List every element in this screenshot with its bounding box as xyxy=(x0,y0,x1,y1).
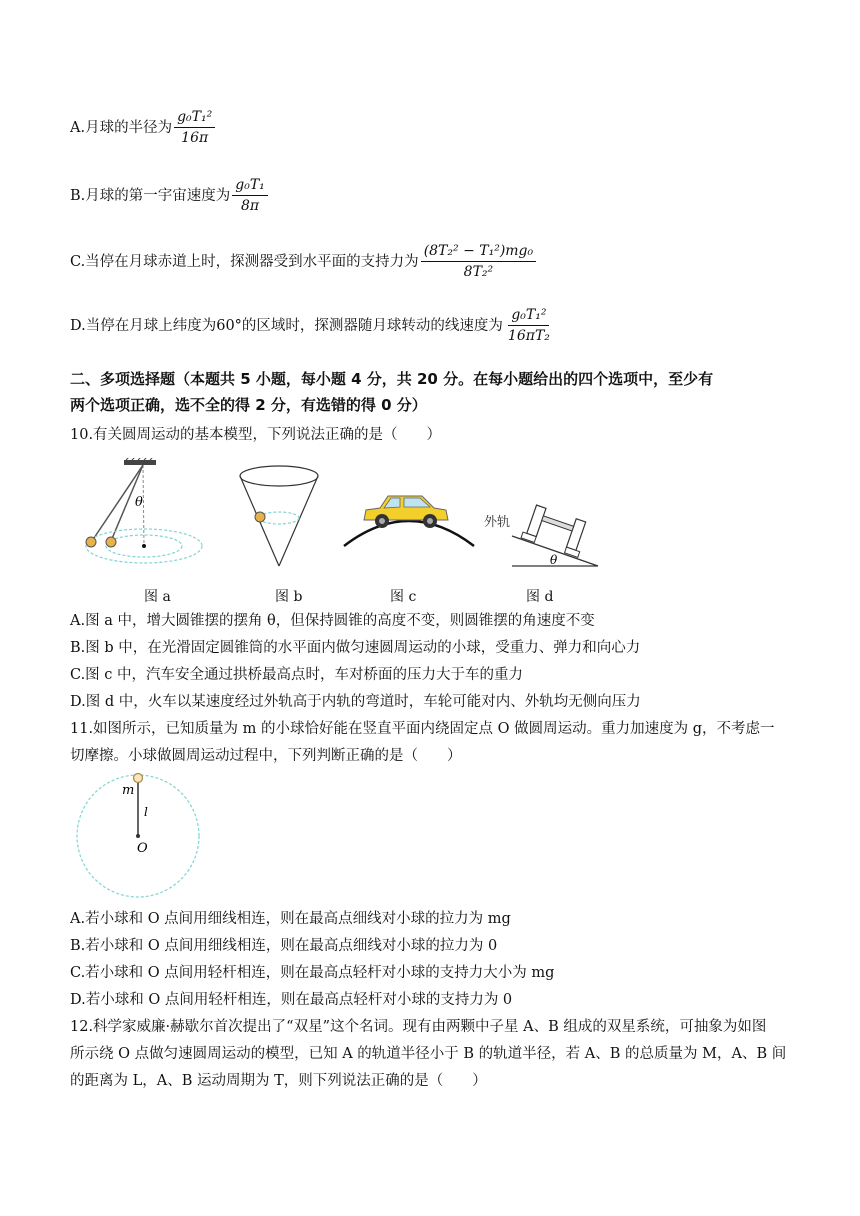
q11-stem-line2: 切摩擦。小球做圆周运动过程中，下列判断正确的是（ ） xyxy=(70,748,462,764)
section-heading-line2: 两个选项正确，选不全的得 2 分，有选错的得 0 分） xyxy=(70,396,427,414)
q9-b-fraction: $\frac{\text{g₀T₁}}{8\pi}$ xyxy=(232,176,268,215)
q10-option-a: A.图 a 中，增大圆锥摆的摆角 θ，但保持圆锥的高度不变，则圆锥摆的角速度不变 xyxy=(70,613,595,629)
caption-figure-a: 图 a xyxy=(144,589,171,605)
q11-option-c: C.若小球和 O 点间用轻杆相连，则在最高点轻杆对小球的支持力大小为 mg xyxy=(70,965,555,981)
q11-stem-line1: 11.如图所示，已知质量为 m 的小球恰好能在竖直平面内绕固定点 O 做圆周运动。重力加速度为 g，不考虑一 xyxy=(70,721,775,737)
q9-c-fraction: $\frac{\text{(8T₂² − T₁²)mg₀}}{\text{8T₂²}}$ xyxy=(421,242,536,281)
q12-stem-line3: 的距离为 L，A、B 运动周期为 T，则下列说法正确的是（ ） xyxy=(70,1073,487,1089)
q9-d-fraction: $\frac{\text{g₀T₁²}}{\text{16πT₂}}$ xyxy=(507,307,550,344)
section-heading-line1: 二、多项选择题（本题共 5 小题，每小题 4 分，共 20 分。在每小题给出的四个选项中，至少有 xyxy=(70,370,714,388)
figure-d-banked-track xyxy=(482,490,602,570)
q12-stem-line1: 12.科学家威廉·赫歇尔首次提出了“双星”这个名词。现有由两颗中子星 A、B 组成的双星系统，可抽象为如图 xyxy=(70,1019,767,1035)
figure-q11-label-O: O xyxy=(137,841,148,856)
q10-option-b: B.图 b 中，在光滑固定圆锥筒的水平面内做匀速圆周运动的小球，受重力、弹力和向心力 xyxy=(70,640,641,656)
figure-c-car-bridge xyxy=(342,484,477,550)
caption-figure-b: 图 b xyxy=(275,589,303,605)
q10-option-d: D.图 d 中，火车以某速度经过外轨高于内轨的弯道时，车轮可能对内、外轨均无侧向压力 xyxy=(70,694,641,710)
q10-stem: 10.有关圆周运动的基本模型，下列说法正确的是（ ） xyxy=(70,427,442,443)
figure-a-conical-pendulum xyxy=(78,458,208,576)
figure-d-theta: θ xyxy=(550,553,558,567)
figure-a-theta: θ xyxy=(135,495,143,510)
q9-option-c: C.当停在月球赤道上时，探测器受到水平面的支持力为 $\frac{\text{(8T₂² − T₁²)mg₀}}{\text{8T₂²}}$ xyxy=(70,242,536,281)
q10-option-c: C.图 c 中，汽车安全通过拱桥最高点时，车对桥面的压力大于车的重力 xyxy=(70,667,524,683)
q11-option-b: B.若小球和 O 点间用细线相连，则在最高点细线对小球的拉力为 0 xyxy=(70,938,498,954)
figure-d-outer-rail-label: 外轨 xyxy=(484,515,511,530)
q9-a-fraction: $\frac{\text{g₀T₁²}}{16\pi}$ xyxy=(174,108,215,147)
q11-option-a: A.若小球和 O 点间用细线相连，则在最高点细线对小球的拉力为 mg xyxy=(70,911,511,927)
q9-option-b: B.月球的第一宇宙速度为 $\frac{\text{g₀T₁}}{8\pi}$ xyxy=(70,176,268,215)
caption-figure-c: 图 c xyxy=(390,589,417,605)
q12-stem-line2: 所示绕 O 点做匀速圆周运动的模型，已知 A 的轨道半径小于 B 的轨道半径，若 A、B 的总质量为 M，A、B 间 xyxy=(70,1046,787,1062)
caption-figure-d: 图 d xyxy=(526,589,554,605)
figure-q11-label-m: m xyxy=(122,783,135,798)
q11-option-d: D.若小球和 O 点间用轻杆相连，则在最高点轻杆对小球的支持力为 0 xyxy=(70,992,513,1008)
figure-q11-vertical-circle xyxy=(74,772,206,902)
q9-option-a: A.月球的半径为 $\frac{\text{g₀T₁²}}{16\pi}$ xyxy=(70,108,215,147)
figure-q11-label-l: l xyxy=(144,805,148,819)
q9-option-d: D.当停在月球上纬度为60°的区域时，探测器随月球转动的线速度为 $\frac{\text{g₀T₁²}}{\text{16πT₂}}$ xyxy=(70,306,553,345)
figure-b-cone xyxy=(234,458,324,570)
